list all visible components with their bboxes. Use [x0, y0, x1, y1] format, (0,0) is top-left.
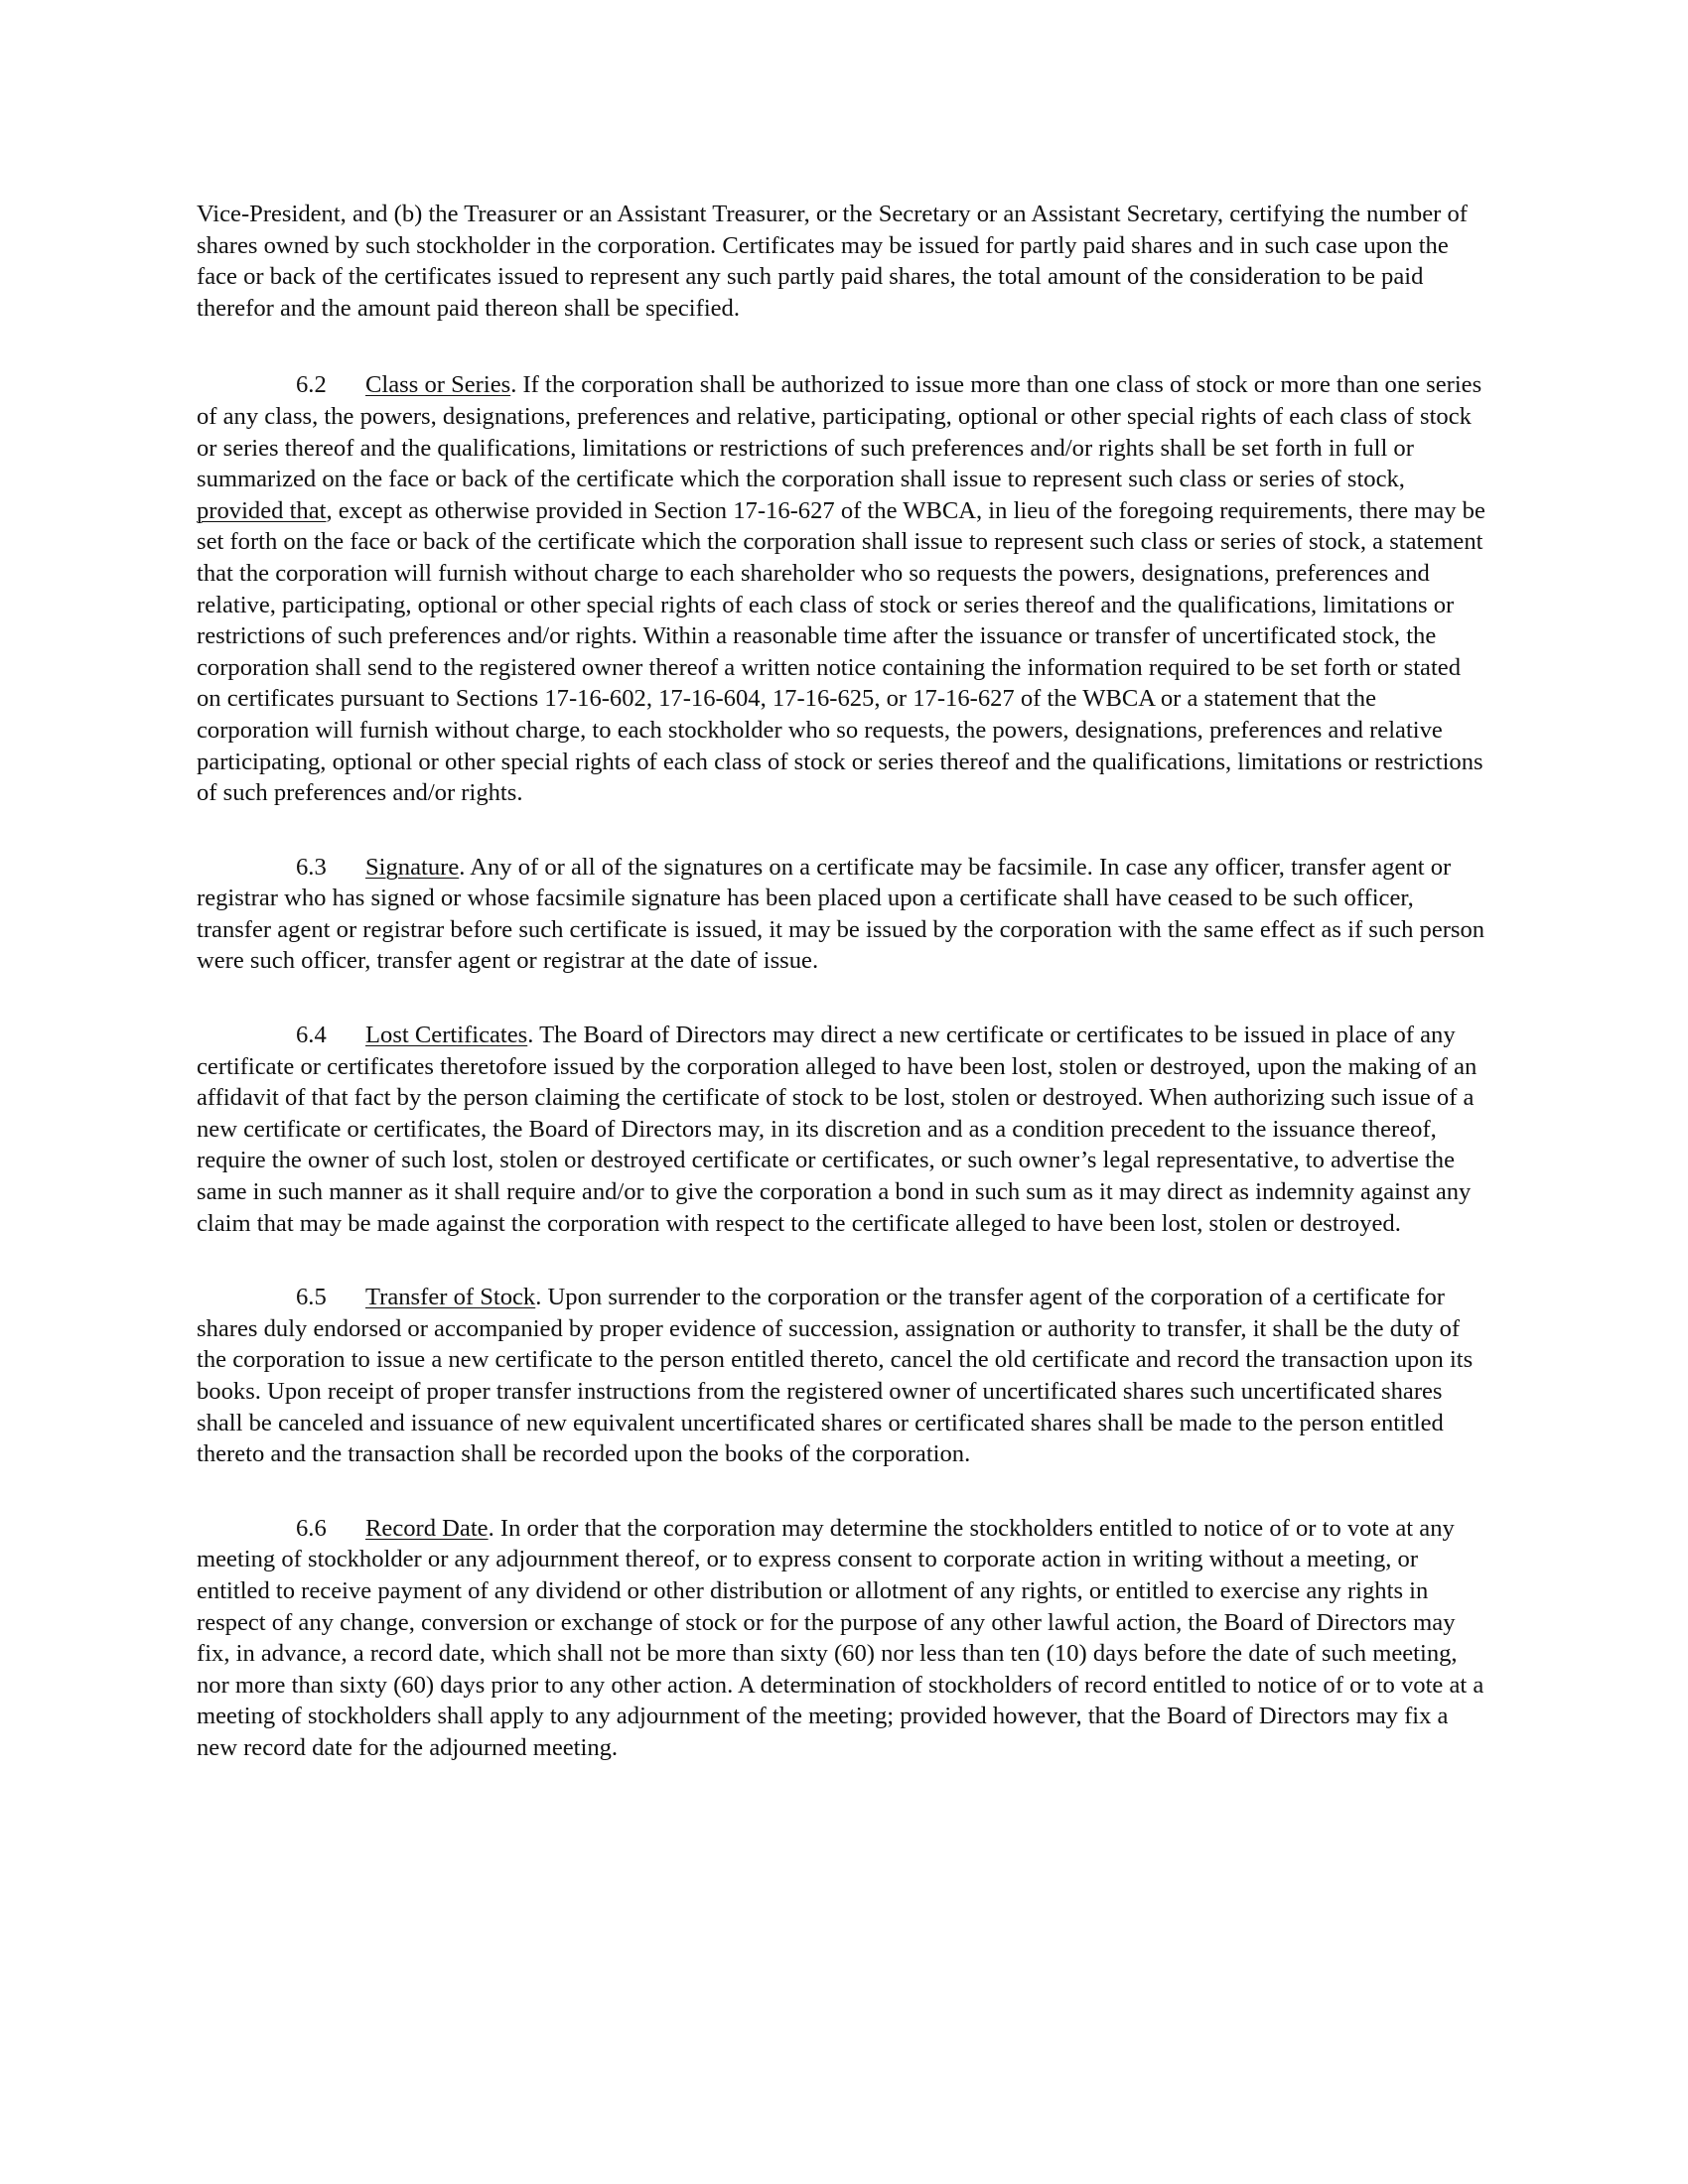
section-title: Class or Series: [365, 371, 511, 399]
section-number: 6.4: [296, 1022, 327, 1049]
section-text: . If the corporation shall be authorized to issue more than one class of stock or more than one series of any class, the powers, designations, preferences and relative, participating, optional or other special rights of each class of stock or series thereof and the qualifications, limitations or restrictions of such preferences and/or rights shall be set forth in full or summarized on the face or back of the certificate which the corporation shall issue to represent such class or series of stock,: [197, 371, 1482, 493]
document-body: [197, 199, 1487, 1807]
section-title: Transfer of Stock: [365, 1284, 536, 1311]
section-number: 6.6: [296, 1514, 327, 1542]
section-6-5: [197, 1282, 1487, 1470]
section-6-2: [197, 369, 1487, 808]
section-number: 6.5: [296, 1284, 327, 1311]
section-number: 6.2: [296, 371, 327, 399]
intro-paragraph: Vice-President, and (b) the Treasurer or an Assistant Treasurer, or the Secretary or an Assistant Secretary, certifying the number of shares owned by such stockholder in the corporation. Certificates may be issued for partly paid shares and in such case upon the face or back of the certificates issued to represent any such partly paid shares, the total amount of the consideration to be paid therefor and the amount paid thereon shall be specified.: [197, 201, 1468, 322]
section-title: Lost Certificates: [365, 1022, 528, 1049]
section-title: Signature: [365, 853, 460, 881]
section-title: Record Date: [365, 1514, 489, 1542]
section-6-4: [197, 1020, 1487, 1239]
section-text-continued: , except as otherwise provided in Section 17-16-627 of the WBCA, in lieu of the foregoing requirements, there may be set forth on the face or back of the certificate which the corporation shall issue to represent such class or series of stock, a statement that the corporation will furnish without charge to each shareholder who so requests the powers, designations, preferences and relative, participating, optional or other special rights of each class of stock or series thereof and the qualifications, limitations or restrictions of such preferences and/or rights. Within a reasonable time after the issuance or transfer of uncertificated stock, the corporation shall send to the registered owner thereof a written notice containing the information required to be set forth or stated on certificates pursuant to Sections 17-16-602, 17-16-604, 17-16-625, or 17-16-627 of the WBCA or a statement that the corporation will furnish without charge, to each stockholder who so requests, the powers, designations, preferences and relative participating, optional or other special rights of each class of stock or series thereof and the qualifications, limitations or restrictions of such preferences and/or rights.: [197, 496, 1485, 807]
section-text: . Any of or all of the signatures on a certificate may be facsimile. In case any officer, transfer agent or registrar who has signed or whose facsimile signature has been placed upon a certificate shall have ceased to be such officer, transfer agent or registrar before such certificate is issued, it may be issued by the corporation with the same effect as if such person were such officer, transfer agent or registrar at the date of issue.: [197, 853, 1485, 975]
section-number: 6.3: [296, 853, 327, 881]
section-text: . Upon surrender to the corporation or the transfer agent of the corporation of a certificate for shares duly endorsed or accompanied by proper evidence of succession, assignation or authority to transfer, it shall be the duty of the corporation to issue a new certificate to the person entitled thereto, cancel the old certificate and record the transaction upon its books. Upon receipt of proper transfer instructions from the registered owner of uncertificated shares such uncertificated shares shall be canceled and issuance of new equivalent uncertificated shares or certificated shares shall be made to the person entitled thereto and the transaction shall be recorded upon the books of the corporation.: [197, 1284, 1474, 1468]
section-text: . In order that the corporation may determine the stockholders entitled to notice of or to vote at any meeting of stockholder or any adjournment thereof, or to express consent to corporate action in writing without a meeting, or entitled to receive payment of any dividend or other distribution or allotment of any rights, or entitled to exercise any rights in respect of any change, conversion or exchange of stock or for the purpose of any other lawful action, the Board of Directors may fix, in advance, a record date, which shall not be more than sixty (60) nor less than ten (10) days before the date of such meeting, nor more than sixty (60) days prior to any other action. A determination of stockholders of record entitled to notice of or to vote at a meeting of stockholders shall apply to any adjournment of the meeting; provided however, that the Board of Directors may fix a new record date for the adjourned meeting.: [197, 1514, 1484, 1761]
provided-that-term: provided that: [197, 496, 327, 524]
section-text: . The Board of Directors may direct a new certificate or certificates to be issued in place of any certificate or certificates theretofore issued by the corporation alleged to have been lost, stolen or destroyed, upon the making of an affidavit of that fact by the person claiming the certificate of stock to be lost, stolen or destroyed. When authorizing such issue of a new certificate or certificates, the Board of Directors may, in its discretion and as a condition precedent to the issuance thereof, require the owner of such lost, stolen or destroyed certificate or certificates, or such owner’s legal representative, to advertise the same in such manner as it shall require and/or to give the corporation a bond in such sum as it may direct as indemnity against any claim that may be made against the corporation with respect to the certificate alleged to have been lost, stolen or destroyed.: [197, 1022, 1477, 1237]
section-6-6: [197, 1513, 1487, 1764]
section-6-3: [197, 852, 1487, 977]
